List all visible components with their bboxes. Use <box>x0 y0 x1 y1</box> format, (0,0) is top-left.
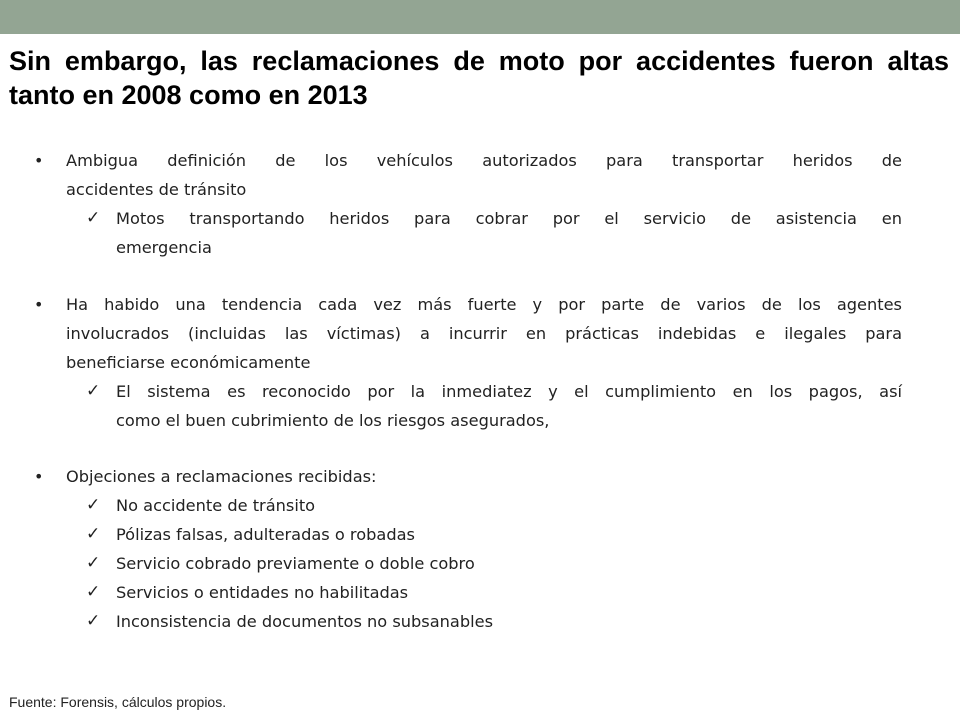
checkmark-icon: ✓ <box>86 381 101 401</box>
check-text <box>116 607 902 636</box>
bullet-text <box>66 146 902 204</box>
check-text <box>116 204 902 262</box>
check-text <box>116 520 902 549</box>
source-note: Fuente: Forensis, cálculos propios. <box>9 694 227 710</box>
text-line: accidentes de tránsito <box>66 180 247 199</box>
checkmark-icon: ✓ <box>86 582 101 602</box>
text-line: Servicios o entidades no habilitadas <box>116 583 409 602</box>
checkmark-icon: ✓ <box>86 208 101 228</box>
text-line: beneficiarse económicamente <box>66 353 311 372</box>
text-line: Inconsistencia de documentos no subsanables <box>116 612 493 631</box>
checkmark-icon: ✓ <box>86 524 101 544</box>
checkmark-icon: ✓ <box>86 611 101 631</box>
check-text <box>116 491 902 520</box>
bullet-dot-icon: • <box>34 151 44 170</box>
text-line: Motos transportando heridos para cobrar por el servicio de asistencia en <box>116 209 902 228</box>
text-line: Pólizas falsas, adulteradas o robadas <box>116 525 415 544</box>
text-line: Servicio cobrado previamente o doble cobro <box>116 554 475 573</box>
bullet-dot-icon: • <box>34 467 44 486</box>
checkmark-icon: ✓ <box>86 553 101 573</box>
check-text <box>116 578 902 607</box>
text-line: emergencia <box>116 238 212 257</box>
bullet-text <box>66 462 902 491</box>
text-line: como el buen cubrimiento de los riesgos asegurados, <box>116 411 550 430</box>
checkmark-icon: ✓ <box>86 495 101 515</box>
check-text <box>116 377 902 435</box>
text-line: Ambigua definición de los vehículos autorizados para transportar heridos de <box>66 151 902 170</box>
text-line: involucrados (incluidas las víctimas) a incurrir en prácticas indebidas e ilegales para <box>66 324 902 343</box>
text-line: No accidente de tránsito <box>116 496 316 515</box>
bullet-text <box>66 290 902 377</box>
text-line: Objeciones a reclamaciones recibidas: <box>66 467 377 486</box>
check-text <box>116 549 902 578</box>
text-line: El sistema es reconocido por la inmediatez y el cumplimiento en los pagos, así <box>116 382 902 401</box>
slide-title: Sin embargo, las reclamaciones de moto por accidentes fueron altas tanto en 2008 como en 2013 <box>9 46 949 110</box>
text-line: Ha habido una tendencia cada vez más fuerte y por parte de varios de los agentes <box>66 295 902 314</box>
bullet-dot-icon: • <box>34 295 44 314</box>
